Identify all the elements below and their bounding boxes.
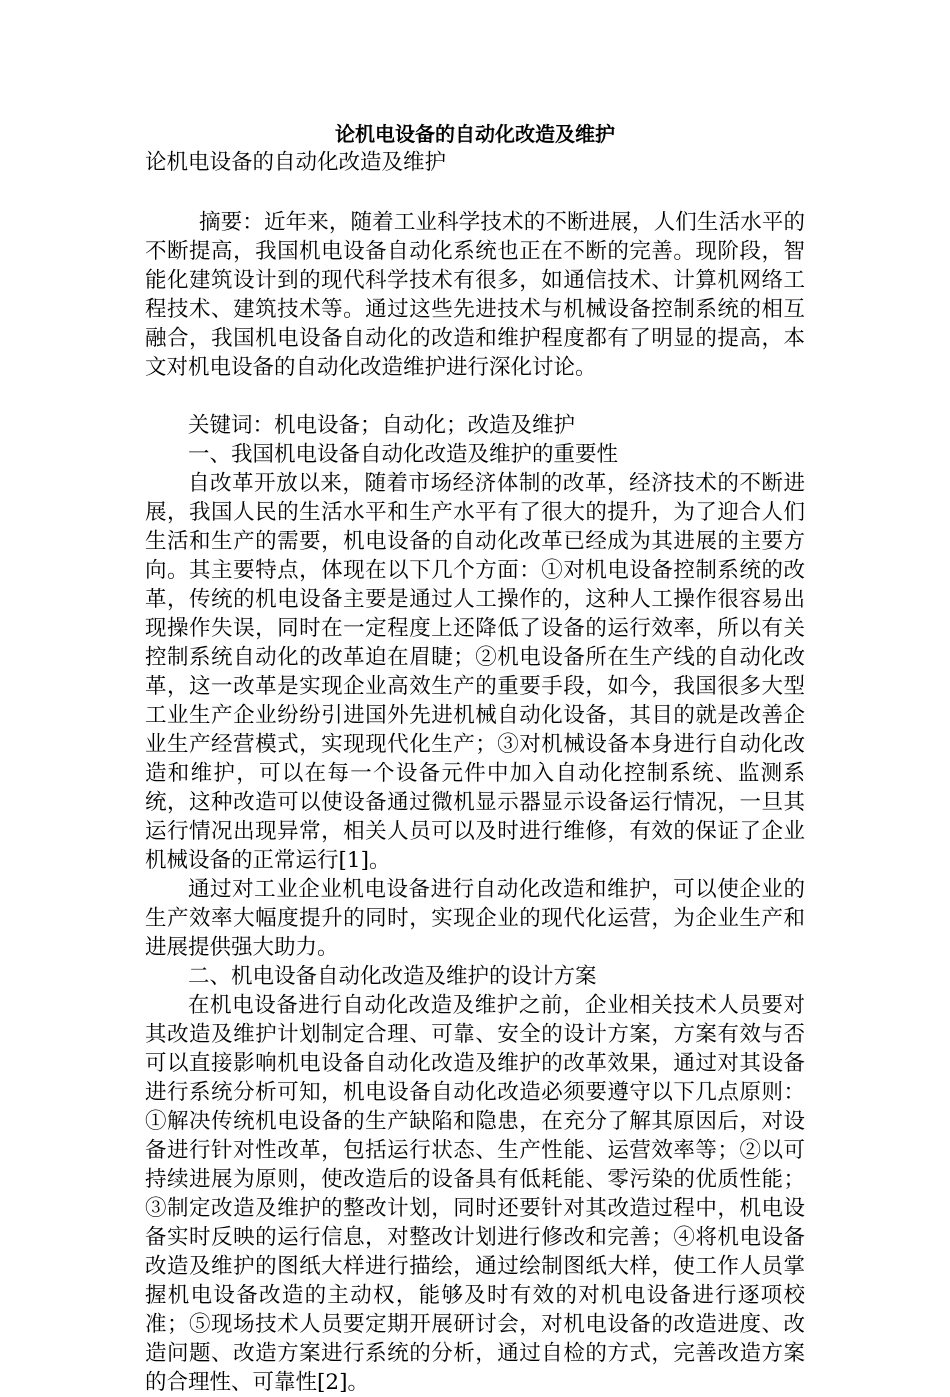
- document-subtitle: 论机电设备的自动化改造及维护: [145, 150, 447, 175]
- keywords-line: 关键词：机电设备；自动化；改造及维护: [188, 413, 576, 438]
- section-2-paragraph-1: 在机电设备进行自动化改造及维护之前，企业相关技术人员要对其改造及维护计划制定合理、可靠、安全的设计方案，方案有效与否可以直接影响机电设备自动化改造及维护的改革效果，通过对其设备进行系统分析可知，机电设备自动化改造必须要遵守以下几点原则：①解决传统机电设备的生产缺陷和隐患，在充分了解其原因后，对设备进行针对性改革，包括运行状态、生产性能、运营效率等；②以可持续进展为原则，使改造后的设备具有低耗能、零污染的优质性能；③制定改造及维护的整改计划，同时还要针对其改造过程中，机电设备实时反映的运行信息，对整改计划进行修改和完善；④将机电设备改造及维护的图纸大样进行描绘，通过绘制图纸大样，使工作人员掌握机电设备改造的主动权，能够及时有效的对机电设备进行逐项校准；⑤现场技术人员要定期开展研讨会，对机电设备的改造进度、改造问题、改造方案进行系统的分析，通过自检的方式，完善改造方案的合理性、可靠性[2]。: [145, 993, 805, 1395]
- document-page: [145, 120, 805, 1397]
- section-1-paragraph-2: 通过对工业企业机电设备进行自动化改造和维护，可以使企业的生产效率大幅度提升的同时，实现企业的现代化运营，为企业生产和进展提供强大助力。: [145, 877, 805, 960]
- section-1-heading: 一、我国机电设备自动化改造及维护的重要性: [188, 442, 619, 467]
- document-title: 论机电设备的自动化改造及维护: [335, 122, 615, 146]
- section-2-heading: 二、机电设备自动化改造及维护的设计方案: [188, 964, 597, 989]
- section-1-paragraph-1: 自改革开放以来，随着市场经济体制的改革，经济技术的不断进展，我国人民的生活水平和生产水平有了很大的提升，为了迎合人们生活和生产的需要，机电设备的自动化改革已经成为其进展的主要方向。其主要特点，体现在以下几个方面：①对机电设备控制系统的改革，传统的机电设备主要是通过人工操作的，这种人工操作很容易出现操作失误，同时在一定程度上还降低了设备的运行效率，所以有关控制系统自动化的改革迫在眉睫；②机电设备所在生产线的自动化改革，这一改革是实现企业高效生产的重要手段，如今，我国很多大型工业生产企业纷纷引进国外先进机械自动化设备，其目的就是改善企业生产经营模式，实现现代化生产；③对机械设备本身进行自动化改造和维护，可以在每一个设备元件中加入自动化控制系统、监测系统，这种改造可以使设备通过微机显示器显示设备运行情况，一旦其运行情况出现异常，相关人员可以及时进行维修，有效的保证了企业机械设备的正常运行[1]。: [145, 471, 805, 873]
- abstract-paragraph: 摘要：近年来，随着工业科学技术的不断进展，人们生活水平的不断提高，我国机电设备自动化系统也正在不断的完善。现阶段，智能化建筑设计到的现代科学技术有很多，如通信技术、计算机网络工程技术、建筑技术等。通过这些先进技术与机械设备控制系统的相互融合，我国机电设备自动化的改造和维护程度都有了明显的提高，本文对机电设备的自动化改造维护进行深化讨论。: [145, 210, 805, 380]
- blank-line: [145, 382, 805, 411]
- blank-line: [145, 178, 805, 208]
